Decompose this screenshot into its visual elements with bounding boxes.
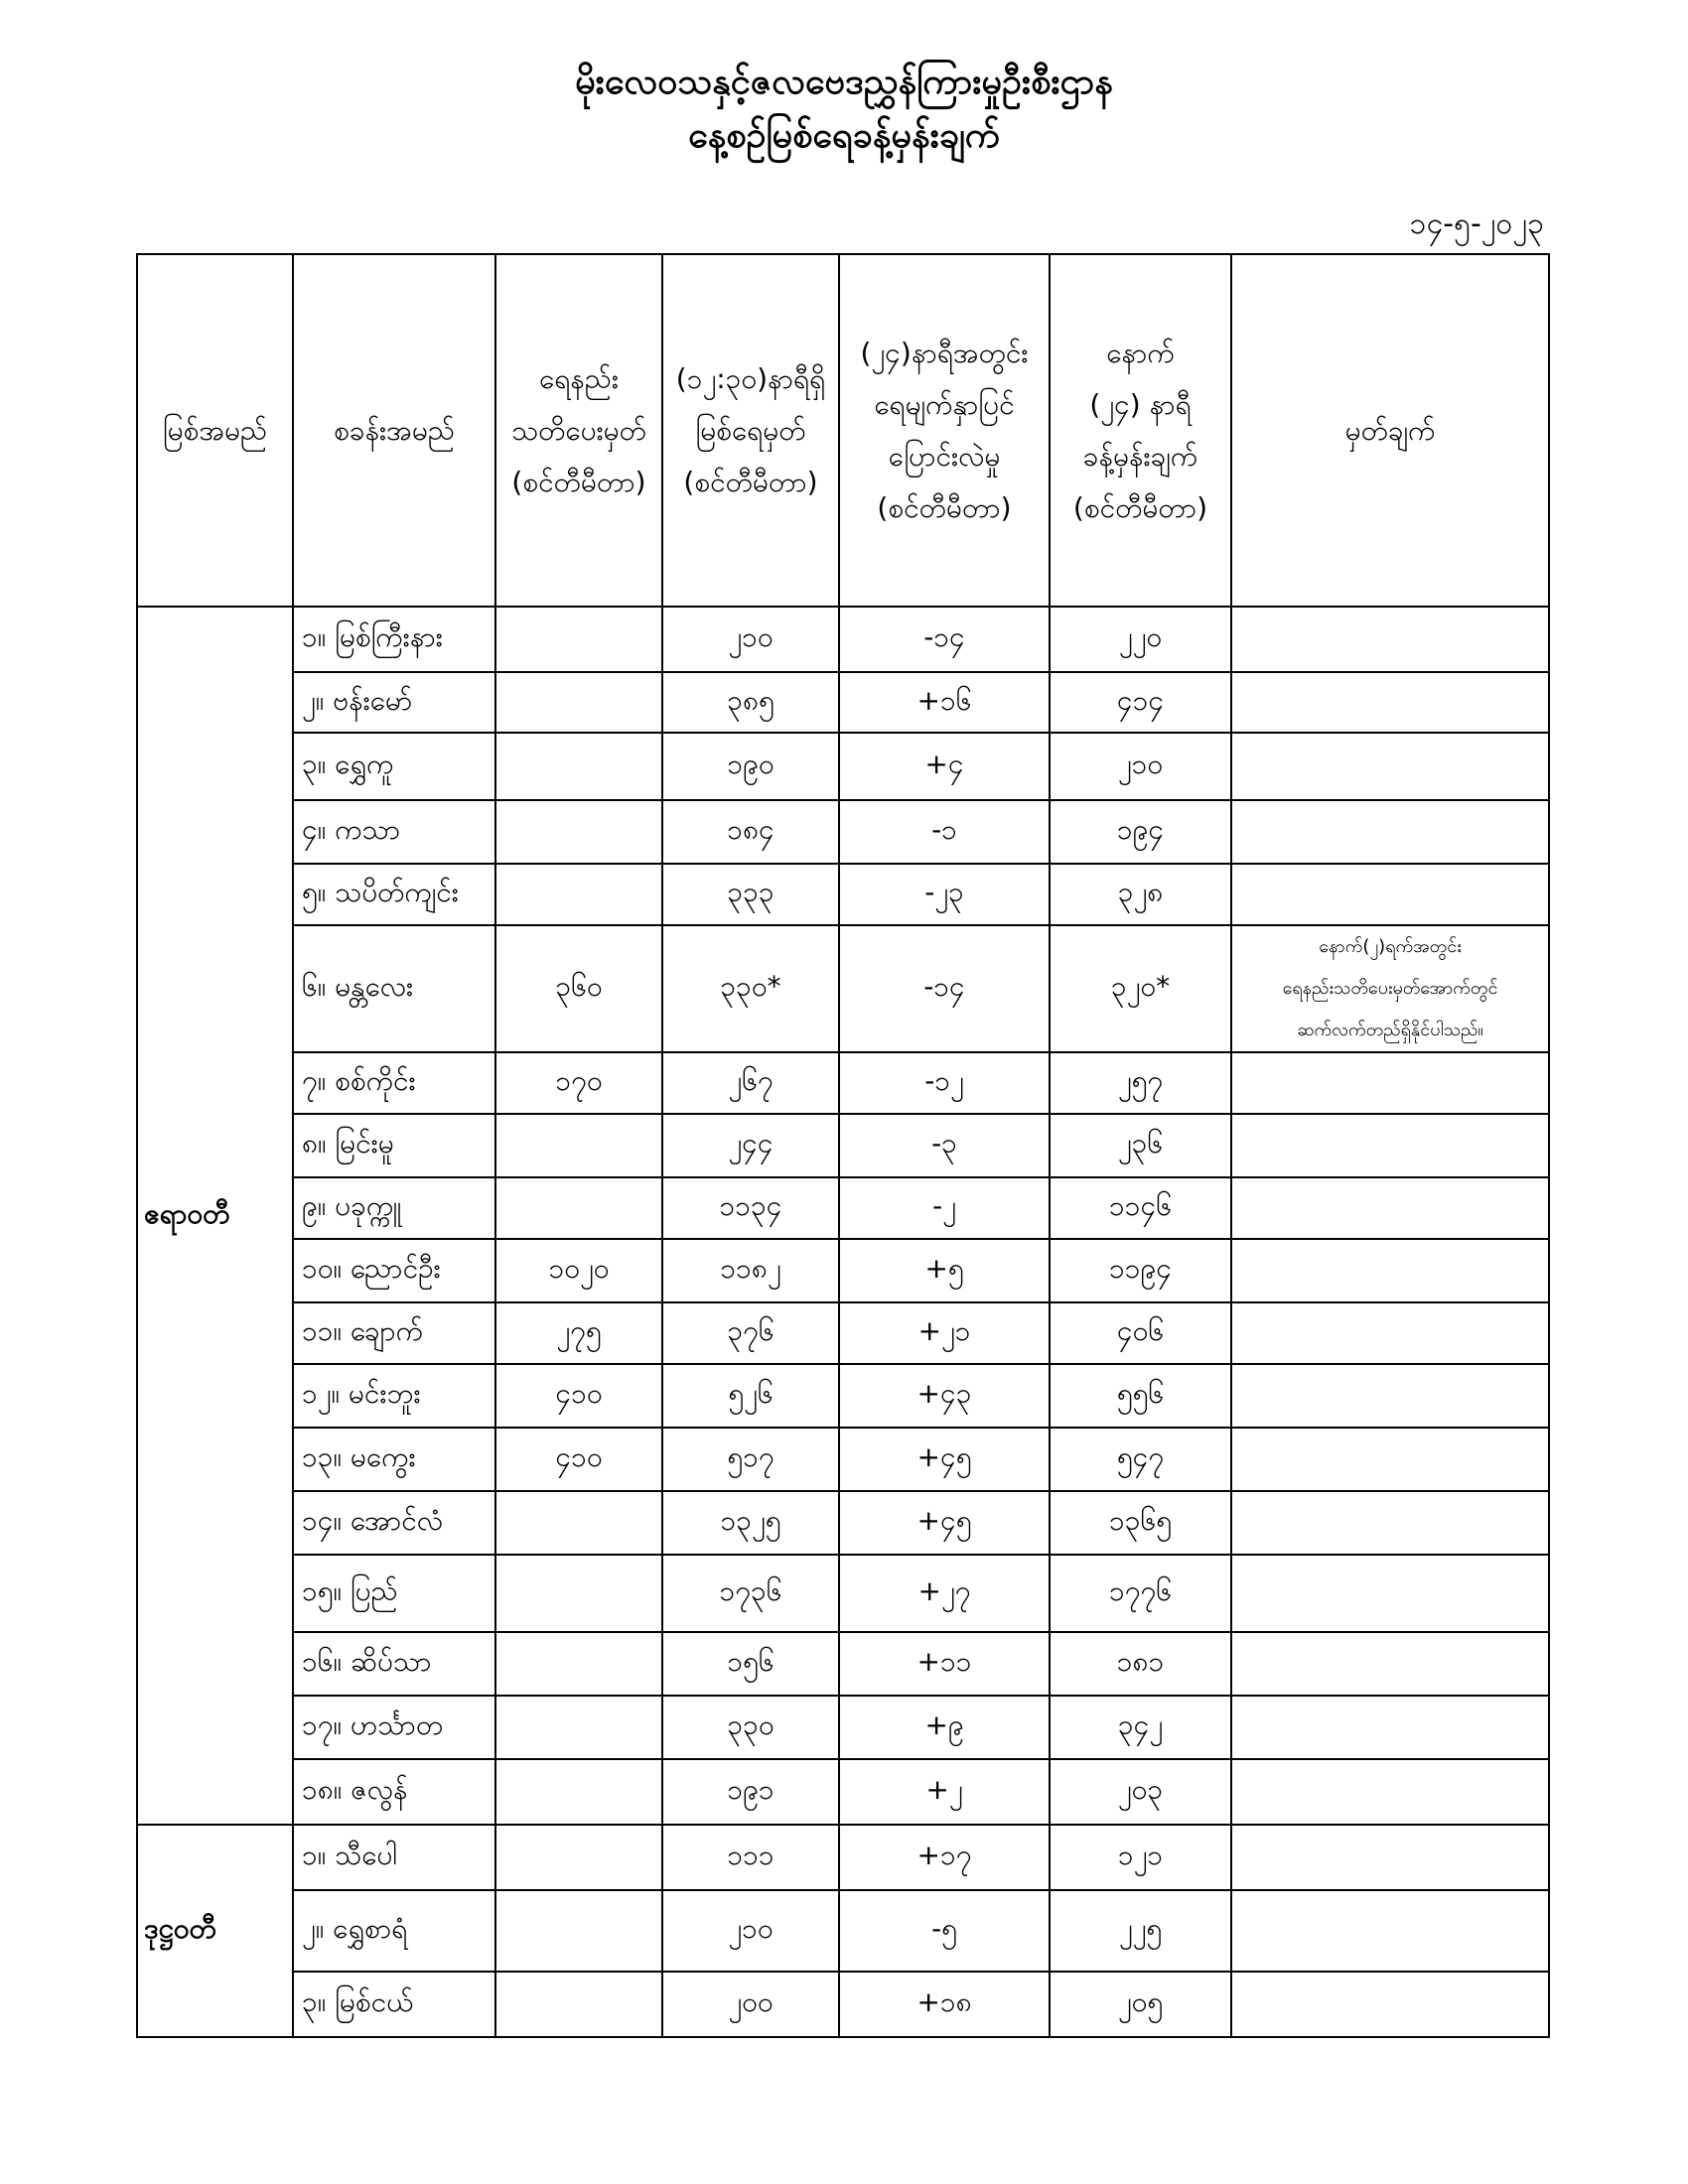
- forecast-level: ၅၅၆: [1050, 1364, 1231, 1428]
- station-name: ၂။ ရွှေစာရံ: [293, 1890, 495, 1972]
- danger-level: ၂၇၅: [495, 1302, 662, 1364]
- remark: [1231, 1972, 1549, 2037]
- danger-level: [495, 1972, 662, 2037]
- station-name: ၁၀။ ညောင်ဦး: [293, 1239, 495, 1302]
- level-change: +၄၃: [839, 1364, 1050, 1428]
- danger-level: [495, 1696, 662, 1759]
- forecast-level: ၁၂၁: [1050, 1825, 1231, 1890]
- remark: [1231, 1364, 1549, 1428]
- danger-level: [495, 1759, 662, 1825]
- table-row: [137, 800, 1549, 864]
- danger-level: [495, 864, 662, 925]
- current-level: ၂၆၇: [662, 1052, 839, 1114]
- forecast-level: ၂၂၀: [1050, 607, 1231, 672]
- danger-level: [495, 672, 662, 733]
- forecast-level: ၂၅၇: [1050, 1052, 1231, 1114]
- header-river: မြစ်အမည်: [137, 254, 293, 607]
- level-change: -၁: [839, 800, 1050, 864]
- remark: [1231, 1114, 1549, 1177]
- forecast-level: ၂၁၀: [1050, 733, 1231, 800]
- forecast-table: [136, 253, 1550, 2038]
- table-row: [137, 672, 1549, 733]
- table-row: [137, 1177, 1549, 1239]
- remark: [1231, 1302, 1549, 1364]
- station-name: ၁၃။ မကွေး: [293, 1428, 495, 1491]
- remark: [1231, 1632, 1549, 1696]
- table-row: [137, 1972, 1549, 2037]
- current-level: ၃၃၃: [662, 864, 839, 925]
- header-station: စခန်းအမည်: [293, 254, 495, 607]
- danger-level: [495, 733, 662, 800]
- current-level: ၁၈၄: [662, 800, 839, 864]
- forecast-level: ၂၂၅: [1050, 1890, 1231, 1972]
- remark: [1231, 1759, 1549, 1825]
- forecast-level: ၁၇၇၆: [1050, 1555, 1231, 1632]
- station-name: ၇။ စစ်ကိုင်း: [293, 1052, 495, 1114]
- table-row: [137, 1759, 1549, 1825]
- forecast-level: ၁၁၄၆: [1050, 1177, 1231, 1239]
- station-name: ၁။ သီပေါ: [293, 1825, 495, 1890]
- header-remark: မှတ်ချက်: [1231, 254, 1549, 607]
- station-name: ၉။ ပခုက္ကူ: [293, 1177, 495, 1239]
- header-current-level: (၁၂:၃၀)နာရီရှိ မြစ်ရေမှတ် (စင်တီမီတာ): [662, 254, 839, 607]
- current-level: ၃၇၆: [662, 1302, 839, 1364]
- level-change: +၁၇: [839, 1825, 1050, 1890]
- table-row: [137, 1114, 1549, 1177]
- table-row: [137, 1890, 1549, 1972]
- forecast-level: ၃၂၈: [1050, 864, 1231, 925]
- station-name: ၁၂။ မင်းဘူး: [293, 1364, 495, 1428]
- current-level: ၂၁၀: [662, 1890, 839, 1972]
- danger-level: [495, 1632, 662, 1696]
- level-change: +၁၈: [839, 1972, 1050, 2037]
- table-row: [137, 864, 1549, 925]
- current-level: ၅၁၇: [662, 1428, 839, 1491]
- page-subtitle: နေ့စဥ်မြစ်ရေခန့်မှန်းချက်: [688, 115, 1000, 156]
- forecast-level: ၄၀၆: [1050, 1302, 1231, 1364]
- danger-level: ၄၁၀: [495, 1428, 662, 1491]
- table-row: [137, 1825, 1549, 1890]
- page-title: မိုးလေဝသနှင့်ဇလဗေဒညွှန်ကြားမှုဦးစီးဌာန: [575, 62, 1113, 102]
- forecast-level: ၃၄၂: [1050, 1696, 1231, 1759]
- level-change: +၅: [839, 1239, 1050, 1302]
- level-change: -၂၃: [839, 864, 1050, 925]
- level-change: +၂၇: [839, 1555, 1050, 1632]
- station-name: ၁၇။ ဟင်္သာတ: [293, 1696, 495, 1759]
- river-name: ဒုဋ္ဌဝတီ: [137, 1825, 293, 2037]
- forecast-level: ၄၁၄: [1050, 672, 1231, 733]
- current-level: ၁၁၃၄: [662, 1177, 839, 1239]
- header-danger-level: ရေနည်း သတိပေးမှတ် (စင်တီမီတာ): [495, 254, 662, 607]
- danger-level: ၁၀၂၀: [495, 1239, 662, 1302]
- remark: [1231, 1555, 1549, 1632]
- forecast-level: ၂၀၃: [1050, 1759, 1231, 1825]
- level-change: +၂: [839, 1759, 1050, 1825]
- current-level: ၃၃၀: [662, 1696, 839, 1759]
- table-row: [137, 607, 1549, 672]
- level-change: -၃: [839, 1114, 1050, 1177]
- danger-level: [495, 1491, 662, 1555]
- forecast-level: ၅၄၇: [1050, 1428, 1231, 1491]
- station-name: ၈။ မြင်းမူ: [293, 1114, 495, 1177]
- level-change: +၄၅: [839, 1428, 1050, 1491]
- remark: [1231, 1825, 1549, 1890]
- level-change: +၁၁: [839, 1632, 1050, 1696]
- station-name: ၃။ ရွှေကူ: [293, 733, 495, 800]
- table-row: [137, 1364, 1549, 1428]
- level-change: +၄၅: [839, 1491, 1050, 1555]
- station-name: ၁၆။ ဆိပ်သာ: [293, 1632, 495, 1696]
- level-change: -၁၄: [839, 607, 1050, 672]
- table-row: [137, 1428, 1549, 1491]
- forecast-level: ၁၉၄: [1050, 800, 1231, 864]
- current-level: ၂၀၀: [662, 1972, 839, 2037]
- station-name: ၃။ မြစ်ငယ်: [293, 1972, 495, 2037]
- station-name: ၁၁။ ချောက်: [293, 1302, 495, 1364]
- table-row: [137, 1696, 1549, 1759]
- level-change: +၁၆: [839, 672, 1050, 733]
- station-name: ၆။ မန္တလေး: [293, 925, 495, 1052]
- current-level: ၁၅၆: [662, 1632, 839, 1696]
- table-row: [137, 1491, 1549, 1555]
- table-row: [137, 1239, 1549, 1302]
- table-row: [137, 1555, 1549, 1632]
- remark: [1231, 864, 1549, 925]
- remark: [1231, 733, 1549, 800]
- current-level: ၁၁၈၂: [662, 1239, 839, 1302]
- danger-level: ၃၆၀: [495, 925, 662, 1052]
- danger-level: [495, 607, 662, 672]
- danger-level: ၄၁၀: [495, 1364, 662, 1428]
- forecast-level: ၂၃၆: [1050, 1114, 1231, 1177]
- table-row: [137, 733, 1549, 800]
- remark: [1231, 800, 1549, 864]
- level-change: -၂: [839, 1177, 1050, 1239]
- danger-level: [495, 1890, 662, 1972]
- header-24h-change: (၂၄)နာရီအတွင်း ရေမျက်နှာပြင် ပြောင်းလဲမှု (စင်တီမီတာ): [839, 254, 1050, 607]
- danger-level: [495, 1825, 662, 1890]
- remark: [1231, 1491, 1549, 1555]
- level-change: -၁၄: [839, 925, 1050, 1052]
- river-name: ဧရာဝတီ: [137, 607, 293, 1825]
- station-name: ၁၅။ ပြည်: [293, 1555, 495, 1632]
- current-level: ၁၉၀: [662, 733, 839, 800]
- table-row: [137, 1052, 1549, 1114]
- table-row: [137, 1302, 1549, 1364]
- level-change: -၅: [839, 1890, 1050, 1972]
- current-level: ၁၁၁: [662, 1825, 839, 1890]
- header-forecast: နောက် (၂၄) နာရီ ခန့်မှန်းချက် (စင်တီမီတာ): [1050, 254, 1231, 607]
- level-change: +၂၁: [839, 1302, 1050, 1364]
- level-change: +၉: [839, 1696, 1050, 1759]
- station-name: ၁။ မြစ်ကြီးနား: [293, 607, 495, 672]
- remark: [1231, 1052, 1549, 1114]
- station-name: ၅။ သပိတ်ကျင်း: [293, 864, 495, 925]
- danger-level: [495, 1177, 662, 1239]
- current-level: ၂၄၄: [662, 1114, 839, 1177]
- current-level: ၅၂၆: [662, 1364, 839, 1428]
- level-change: +၄: [839, 733, 1050, 800]
- danger-level: [495, 1555, 662, 1632]
- forecast-level: ၃၂၀*: [1050, 925, 1231, 1052]
- table-row: [137, 1632, 1549, 1696]
- current-level: ၃၃၀*: [662, 925, 839, 1052]
- station-name: ၁၈။ ဇလွန်: [293, 1759, 495, 1825]
- current-level: ၁၇၃၆: [662, 1555, 839, 1632]
- forecast-level: ၁၁၉၄: [1050, 1239, 1231, 1302]
- remark: [1231, 1177, 1549, 1239]
- remark: [1231, 672, 1549, 733]
- forecast-level: ၂၀၅: [1050, 1972, 1231, 2037]
- table-row: [137, 925, 1549, 1052]
- forecast-level: ၁၈၁: [1050, 1632, 1231, 1696]
- danger-level: ၁၇၀: [495, 1052, 662, 1114]
- danger-level: [495, 800, 662, 864]
- current-level: ၃၈၅: [662, 672, 839, 733]
- forecast-level: ၁၃၆၅: [1050, 1491, 1231, 1555]
- remark: နောက်(၂)ရက်အတွင်း ရေနည်းသတိပေးမှတ်အောက်တွင် ဆက်လက်တည်ရှိနိုင်ပါသည်။: [1231, 925, 1549, 1052]
- station-name: ၂။ ဗန်းမော်: [293, 672, 495, 733]
- remark: [1231, 1428, 1549, 1491]
- current-level: ၁၉၁: [662, 1759, 839, 1825]
- report-date: ၁၄-၅-၂၀၂၃: [1409, 206, 1544, 241]
- current-level: ၂၁၀: [662, 607, 839, 672]
- danger-level: [495, 1114, 662, 1177]
- station-name: ၁၄။ အောင်လံ: [293, 1491, 495, 1555]
- remark: [1231, 1239, 1549, 1302]
- station-name: ၄။ ကသာ: [293, 800, 495, 864]
- remark: [1231, 1696, 1549, 1759]
- current-level: ၁၃၂၅: [662, 1491, 839, 1555]
- level-change: -၁၂: [839, 1052, 1050, 1114]
- remark: [1231, 607, 1549, 672]
- remark: [1231, 1890, 1549, 1972]
